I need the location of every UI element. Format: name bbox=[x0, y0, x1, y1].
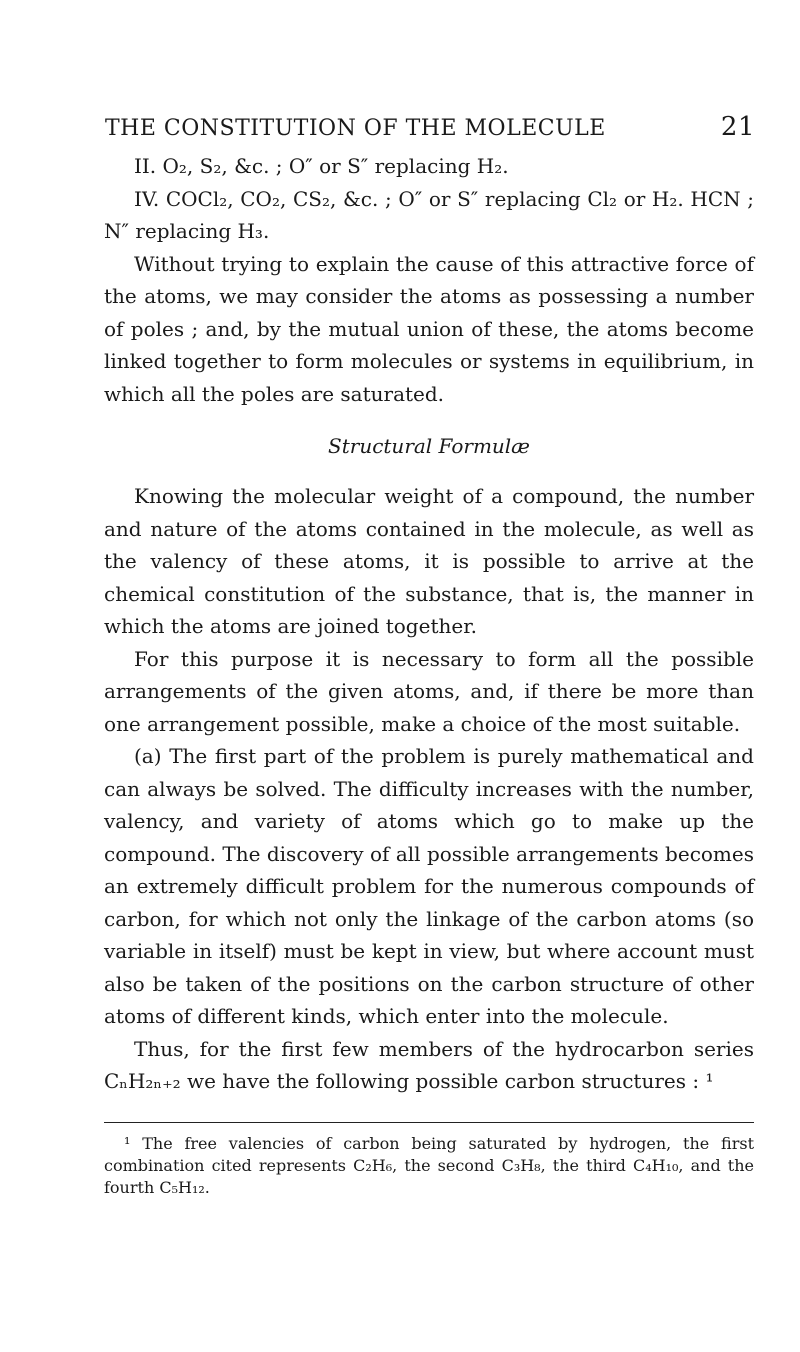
page-number: 21 bbox=[720, 112, 755, 142]
section-heading: Structural Formulæ bbox=[328, 434, 530, 458]
paragraph-a: (a) The first part of the problem is purely mathematical and can always be solved. The difficulty increases with the number, valency, and variety of atoms which go to make up the compound. The discovery of all possible arrangements becomes an extremely difficult problem for the numerous compounds of carbon, for which not only the linkage of the carbon atoms (so variable in itself) must be kept in view, but where account must also be taken of the positions on the carbon structure of other atoms of different kinds, which enter into the molecule. bbox=[104, 744, 754, 1028]
paragraph-purpose: For this purpose it is necessary to form all the possible arrangements of the given atoms, and, if there be more than one arrangement possible, make a choice of the most suitable. bbox=[104, 646, 754, 736]
paragraph-knowing: Knowing the molecular weight of a compound, the number and nature of the atoms contained in the molecule, as well as the valency of these atoms, it is possible to arrive at the chemical constitution of the substance, that is, the manner in which the atoms are joined together. bbox=[104, 484, 754, 638]
page-body bbox=[104, 150, 754, 1199]
paragraph-attractive-force: Without trying to explain the cause of this attractive force of the atoms, we may consider the atoms as possessing a number of poles ; and, by the mutual union of these, the atoms become linked together to form molecules or systems in equilibrium, in which all the poles are saturated. bbox=[104, 251, 754, 406]
paragraph-iv: IV. COCl₂, CO₂, CS₂, &c. ; O″ or S″ replacing Cl₂ or H₂. HCN ; N″ replacing H₃. bbox=[104, 186, 754, 243]
footnote: ¹ The free valencies of carbon being saturated by hydrogen, the first combination cited represents C₂H₆, the second C₃H₈, the third C₄H₁₀, and the fourth C₅H₁₂. bbox=[104, 1133, 754, 1197]
running-title: THE CONSTITUTION OF THE MOLECULE bbox=[105, 116, 606, 141]
paragraph-thus: Thus, for the first few members of the hydrocarbon series CₙH₂ₙ₊₂ we have the following possible carbon structures : ¹ bbox=[104, 1036, 754, 1093]
running-header bbox=[105, 112, 755, 142]
footnote-rule bbox=[104, 1122, 754, 1123]
paragraph-ii: II. O₂, S₂, &c. ; O″ or S″ replacing H₂. bbox=[134, 154, 509, 178]
